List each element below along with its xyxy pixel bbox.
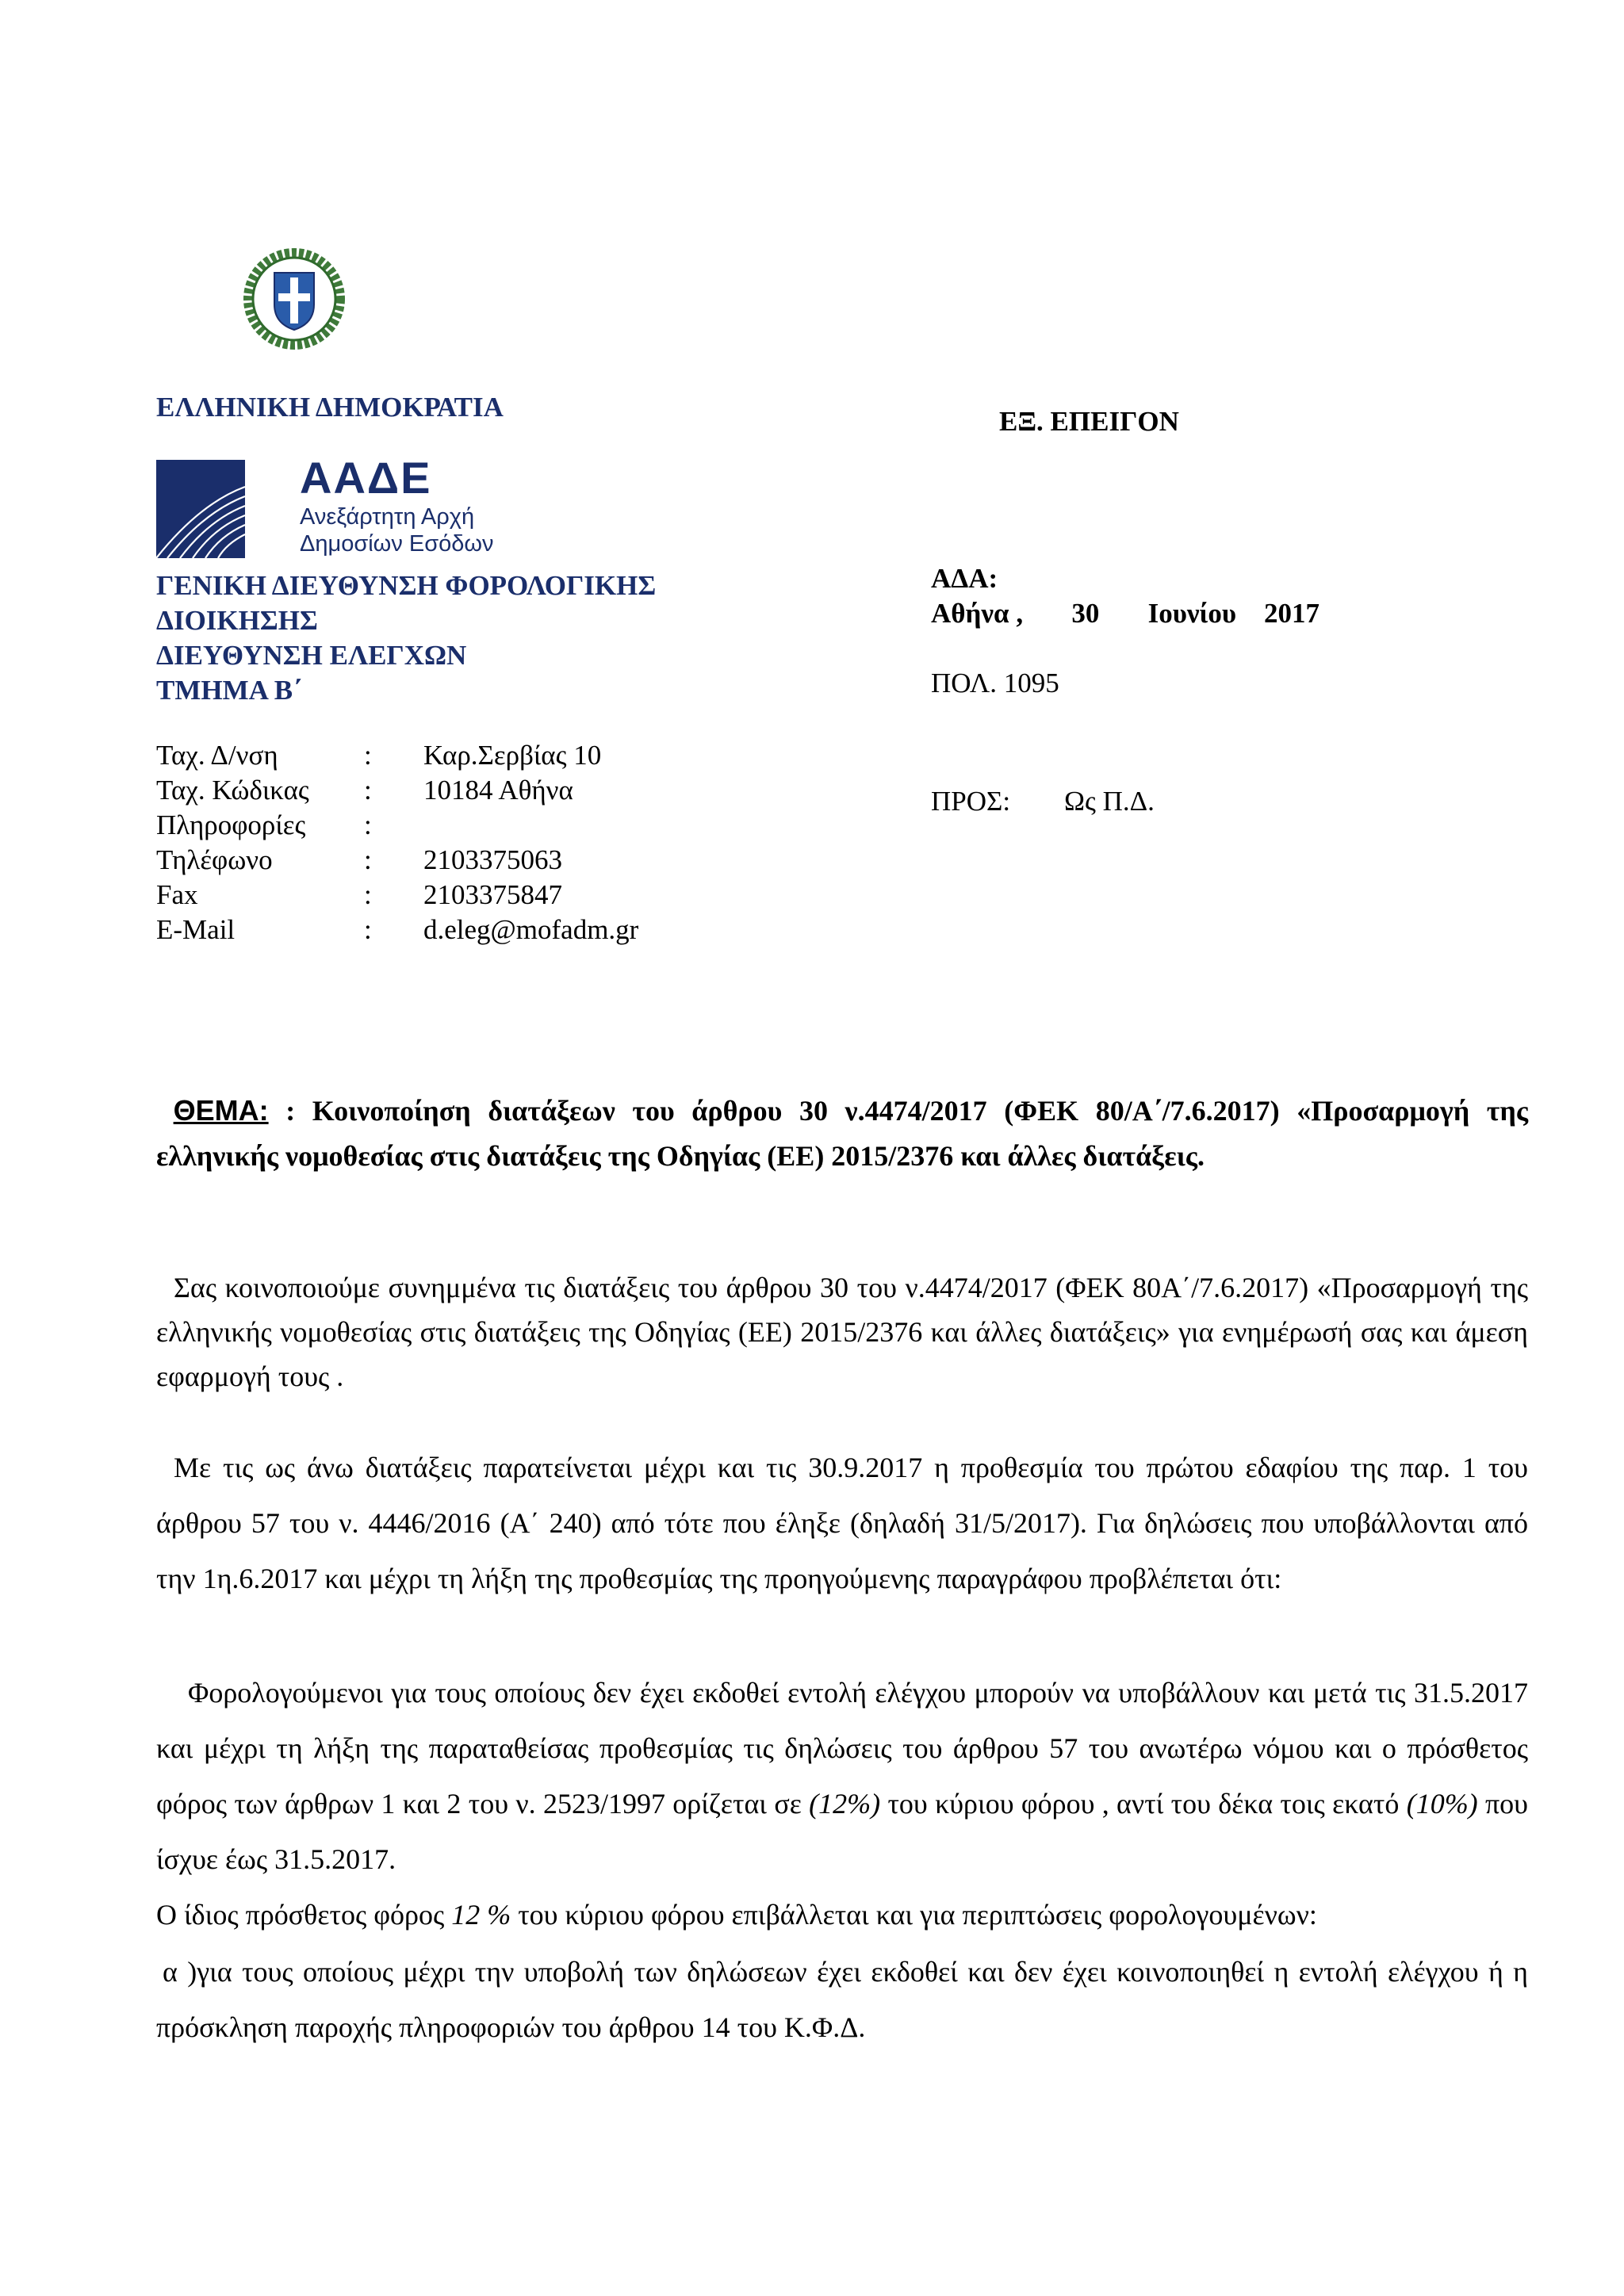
address-colon: : — [364, 740, 372, 771]
tax-rate: 12 % — [451, 1899, 511, 1931]
address-colon: : — [364, 879, 372, 910]
address-colon: : — [364, 844, 372, 875]
address-block — [156, 738, 711, 952]
subject-label: ΘΕΜΑ: — [173, 1094, 269, 1127]
republic-heading: ΕΛΛΗΝΙΚΗ ΔΗΜΟΚΡΑΤΙΑ — [156, 392, 504, 423]
address-colon: : — [364, 775, 372, 806]
shield-icon — [274, 273, 314, 330]
address-row — [156, 808, 711, 843]
address-label: Πληροφορίες — [156, 809, 306, 840]
address-row — [156, 913, 711, 947]
aade-fullname-line1: Ανεξάρτητη Αρχή — [300, 504, 475, 530]
address-value: 2103375847 — [423, 879, 562, 910]
ada-label: ΑΔΑ: — [931, 563, 998, 594]
address-label: Ταχ. Δ/νση — [156, 740, 278, 771]
address-label: Ταχ. Κώδικας — [156, 775, 309, 806]
address-value: 2103375063 — [423, 844, 562, 875]
body-paragraph-1: Σας κοινοποιούμε συνημμένα τις διατάξεις του άρθρου 30 του ν.4474/2017 (ΦΕΚ 80Α΄/7.6.2017) «Προσαρμογή της ελληνικής νομοθεσίας στις διατάξεις της Οδηγίας (ΕΕ) 2015/2376 και άλλες διατάξεις» για ενημέρωσή σας και άμεση εφαρμογή τους . — [156, 1272, 1528, 1392]
greek-coat-of-arms-emblem — [243, 247, 346, 350]
date-line: Αθήνα , 30 Ιουνίου 2017 — [931, 598, 1320, 629]
body-paragraph-4 — [156, 1887, 1528, 1942]
recipient-value: Ως Π.Δ. — [1064, 786, 1155, 817]
paragraph-text: Ο ίδιος πρόσθετος φόρος — [156, 1899, 452, 1931]
dept-line: ΔΙΕΥΘΥΝΣΗ ΕΛΕΓΧΩΝ — [156, 640, 467, 671]
paragraph-text: του κύριου φόρου επιβάλλεται και για περιπτώσεις φορολογουμένων: — [511, 1899, 1317, 1931]
dept-line: ΓΕΝΙΚΗ ΔΙΕΥΘΥΝΣΗ ΦΟΡΟΛΟΓΙΚΗΣ — [156, 570, 657, 601]
dept-line: ΤΜΗΜΑ Β΄ — [156, 675, 302, 706]
body-paragraph-5: α )για τους οποίους μέχρι την υποβολή των δηλώσεων έχει εκδοθεί και δεν έχει κοινοποιηθεί η εντολή ελέγχου ή η πρόσκληση παροχής πληροφοριών του άρθρου 14 του Κ.Φ.Δ. — [156, 1956, 1528, 2043]
body-paragraph-2: Με τις ως άνω διατάξεις παρατείνεται μέχρι και τις 30.9.2017 η προθεσμία του πρώτου εδαφίου της παρ. 1 του άρθρου 57 του ν. 4446/2016 (Α΄ 240) από τότε που έληξε (δηλαδή 31/5/2017). Για δηλώσεις που υποβάλλονται από την 1η.6.2017 και μέχρι τη λήξη της προθεσμίας της προηγούμενης παραγράφου προβλέπεται ότι: — [156, 1452, 1528, 1594]
new-rate: (12%) — [809, 1788, 881, 1820]
address-row — [156, 738, 711, 773]
address-label: Fax — [156, 879, 198, 910]
address-value: 10184 Αθήνα — [423, 775, 573, 806]
paragraph-text: του κύριου φόρου , αντί του δέκα τοις εκατό — [880, 1788, 1407, 1820]
paragraph-text: που ίσχυε έως 31.5.2017. — [156, 1788, 1528, 1875]
circular-number: ΠΟΛ. 1095 — [931, 668, 1059, 698]
aade-abbreviation: ΑΑΔΕ — [300, 453, 432, 503]
address-row — [156, 878, 711, 913]
email-value: d.eleg@mofadm.gr — [423, 914, 639, 945]
subject-block — [156, 1088, 1528, 1179]
address-row — [156, 773, 711, 808]
department-block — [156, 568, 656, 708]
aade-fullname-line2: Δημοσίων Εσόδων — [300, 531, 494, 557]
body-paragraph-3 — [156, 1665, 1528, 1887]
address-row — [156, 843, 711, 878]
address-value: Καρ.Σερβίας 10 — [423, 740, 602, 771]
address-label: Τηλέφωνο — [156, 844, 273, 875]
old-rate: (10%) — [1406, 1788, 1478, 1820]
dept-line: ΔΙΟΙΚΗΣΗΣ — [156, 605, 318, 636]
subject-text: : Κοινοποίηση διατάξεων του άρθρου 30 ν.4474/2017 (ΦΕΚ 80/Α΄/7.6.2017) «Προσαρμογή της ελληνικής νομοθεσίας στις διατάξεις της Οδηγίας (ΕΕ) 2015/2376 και άλλες διατάξεις. — [156, 1095, 1528, 1172]
urgent-label: ΕΞ. ΕΠΕΙΓΟΝ — [999, 406, 1179, 437]
address-colon: : — [364, 914, 372, 945]
address-label: E-Mail — [156, 914, 236, 945]
address-colon: : — [364, 809, 372, 840]
recipient-label: ΠΡΟΣ: — [931, 786, 1011, 817]
paragraph-text: Φορολογούμενοι για τους οποίους δεν έχει εκδοθεί εντολή ελέγχου μπορούν να υποβάλλουν και μετά τις 31.5.2017 και μέχρι τη λήξη της παραταθείσας προθεσμίας τις δηλώσεις του άρθρου 57 του ανωτέρω νόμου και ο πρόσθετος φόρος των άρθρων 1 και 2 του ν. 2523/1997 ορίζεται σε — [156, 1677, 1528, 1820]
